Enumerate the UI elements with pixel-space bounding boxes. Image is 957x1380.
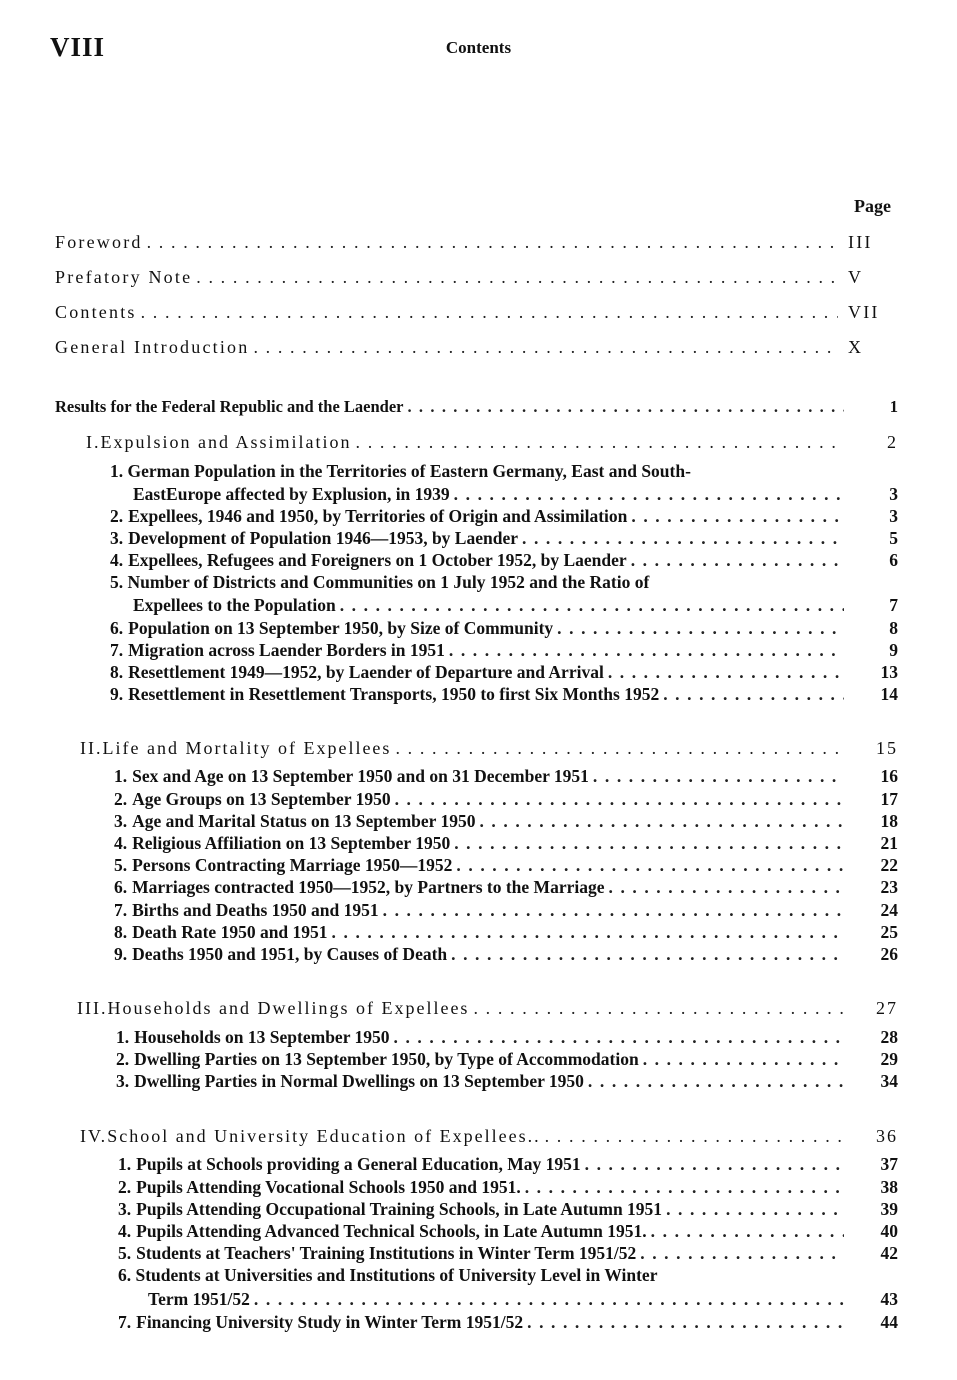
toc-item[interactable] [114,900,898,921]
item-title: Students at Teachers' Training Institutions in Winter Term 1951/52 [136,1243,637,1263]
leader-dots [147,232,838,253]
toc-item-continuation[interactable] [148,1289,898,1310]
leader-dots [395,789,844,810]
item-page: 39 [880,1199,898,1219]
toc-item[interactable] [110,528,898,549]
toc-item[interactable] [118,1177,898,1198]
item-title: Births and Deaths 1950 and 1951 [132,900,379,920]
item-page: 7 [889,595,898,615]
leader-dots [651,1221,844,1242]
section-page: 36 [876,1126,898,1146]
item-page: 9 [889,640,898,660]
toc-section-ii[interactable] [80,738,898,759]
item-page: 3 [889,484,898,504]
toc-section-i[interactable] [86,432,898,453]
toc-entry-foreword[interactable] [55,232,898,253]
toc-section-iii[interactable] [77,998,898,1019]
item-number: 4. [110,550,124,570]
item-title: Number of Districts and Communities on 1 July 1952 and the Ratio of [127,572,650,592]
item-page: 26 [880,944,898,964]
section-roman: I. [86,432,101,452]
item-title: Pupils Attending Vocational Schools 1950 and 1951. [136,1177,521,1197]
item-number: 4. [118,1221,132,1241]
leader-dots [631,506,844,527]
toc-item[interactable] [110,618,898,639]
leader-dots [454,484,844,505]
toc-entry-page: X [848,337,864,357]
toc-item[interactable] [114,811,898,832]
item-number: 6. [114,877,128,897]
item-number: 4. [114,833,128,853]
item-title: Expellees, 1946 and 1950, by Territories of Origin and Assimilation [128,506,628,526]
leader-dots [395,738,844,759]
leader-dots [643,1049,844,1070]
leader-dots [473,998,844,1019]
item-number: 6. [110,618,124,638]
toc-item[interactable] [114,766,898,787]
toc-entry-page: VII [848,302,880,322]
item-page: 8 [889,618,898,638]
leader-dots [196,267,838,288]
leader-dots [609,877,845,898]
section-title: Life and Mortality of Expellees [102,738,392,758]
item-title: Sex and Age on 13 September 1950 and on 31 December 1951 [132,766,589,786]
section-page: 15 [876,738,898,758]
leader-dots [456,855,844,876]
toc-results-heading[interactable] [55,397,898,417]
toc-entry-page: V [848,267,864,287]
section-roman: III. [77,998,108,1018]
section-page: 27 [876,998,898,1018]
leader-dots [332,922,844,943]
leader-dots [356,432,844,453]
toc-item[interactable] [116,1027,898,1048]
toc-item[interactable] [118,1199,898,1220]
leader-dots [545,1126,844,1147]
leader-dots [253,337,838,358]
item-page: 17 [880,789,898,809]
item-page: 40 [880,1221,898,1241]
toc-item[interactable] [114,922,898,943]
section-roman: IV. [80,1126,108,1146]
item-number: 3. [118,1199,132,1219]
item-number: 7. [118,1312,132,1332]
item-number: 7. [110,640,124,660]
toc-entry-title: Results for the Federal Republic and the Laender [55,397,404,416]
item-page: 34 [880,1071,898,1091]
item-title-line2: Expellees to the Population [133,595,336,615]
item-number: 3. [116,1071,130,1091]
item-page: 25 [880,922,898,942]
item-number: 9. [110,684,124,704]
toc-item[interactable] [110,550,898,571]
item-page: 16 [880,766,898,786]
item-title: Development of Population 1946—1953, by Laender [128,528,518,548]
toc-item[interactable] [110,684,898,705]
section-roman: II. [80,738,103,758]
leader-dots [588,1071,844,1092]
item-title: Migration across Laender Borders in 1951 [128,640,445,660]
item-number: 8. [110,662,124,682]
leader-dots [449,640,844,661]
toc-item[interactable] [118,1265,657,1286]
item-page: 5 [889,528,898,548]
item-title: Financing University Study in Winter Term 1951/52 [136,1312,524,1332]
page-header [0,0,957,80]
item-page: 23 [880,877,898,897]
item-title-line2: Term 1951/52 [148,1289,250,1309]
item-title: Deaths 1950 and 1951, by Causes of Death [132,944,448,964]
item-title: Resettlement in Resettlement Transports, 1950 to first Six Months 1952 [128,684,660,704]
leader-dots [141,302,838,323]
leader-dots [451,944,844,965]
item-page: 3 [889,506,898,526]
toc-item-continuation[interactable] [133,484,898,505]
toc-item[interactable] [110,662,898,683]
section-page: 2 [887,432,898,452]
toc-item[interactable] [110,572,649,593]
item-number: 3. [114,811,128,831]
toc-item[interactable] [110,640,898,661]
item-number: 9. [114,944,128,964]
item-number: 5. [114,855,128,875]
item-number: 2. [118,1177,132,1197]
leader-dots [631,550,844,571]
item-page: 28 [880,1027,898,1047]
leader-dots [383,900,844,921]
section-title: Households and Dwellings of Expellees [107,998,470,1018]
item-page: 22 [880,855,898,875]
item-page: 14 [880,684,898,704]
toc-entry-title: Foreword [55,232,143,252]
leader-dots [640,1243,844,1264]
leader-dots [585,1154,844,1175]
item-title: Households on 13 September 1950 [134,1027,390,1047]
item-page: 13 [880,662,898,682]
toc-entry-prefatory-note[interactable] [55,267,898,288]
leader-dots [527,1312,844,1333]
item-title: Expellees, Refugees and Foreigners on 1 October 1952, by Laender [128,550,627,570]
leader-dots [608,662,844,683]
item-number: 3. [110,528,124,548]
item-title: Students at Universities and Institutions of University Level in Winter [135,1265,658,1285]
section-title: School and University Education of Expellees.. [107,1126,541,1146]
item-number: 1. [114,766,128,786]
item-number: 5. [118,1243,132,1263]
item-number: 1. [118,1154,132,1174]
item-title: Marriages contracted 1950—1952, by Partners to the Marriage [132,877,605,897]
toc-item[interactable] [110,461,691,482]
item-number: 8. [114,922,128,942]
leader-dots [479,811,844,832]
item-number: 2. [116,1049,130,1069]
item-title: Religious Affiliation on 13 September 1950 [132,833,451,853]
toc-item[interactable] [118,1312,898,1333]
running-title: Contents [445,38,512,57]
toc-item[interactable] [116,1071,898,1092]
toc-item[interactable] [114,944,898,965]
item-title: Age and Marital Status on 13 September 1950 [132,811,476,831]
item-page: 29 [880,1049,898,1069]
toc-entry-title: Prefatory Note [55,267,193,287]
toc-entry-title: General Introduction [55,337,250,357]
item-number: 5. [110,572,124,592]
leader-dots [340,595,844,616]
toc-section-iv[interactable] [80,1126,898,1147]
item-number: 1. [110,461,124,481]
item-number: 6. [118,1265,132,1285]
toc-entry-contents[interactable] [55,302,898,323]
section-title: Expulsion and Assimilation [100,432,352,452]
leader-dots [525,1177,844,1198]
item-page: 24 [880,900,898,920]
item-title: Pupils at Schools providing a General Education, May 1951 [136,1154,581,1174]
item-title: Death Rate 1950 and 1951 [132,922,328,942]
leader-dots [557,618,844,639]
toc-item[interactable] [110,506,898,527]
item-page: 6 [889,550,898,570]
page-column-label: Page [854,196,891,216]
item-title-line2: EastEurope affected by Explusion, in 1939 [133,484,450,504]
toc-item[interactable] [116,1049,898,1070]
leader-dots [407,397,844,417]
toc-item[interactable] [118,1243,898,1264]
toc-item-continuation[interactable] [133,595,898,616]
leader-dots [394,1027,844,1048]
leader-dots [593,766,844,787]
item-number: 2. [110,506,124,526]
item-title: Dwelling Parties in Normal Dwellings on 13 September 1950 [134,1071,584,1091]
item-title: Persons Contracting Marriage 1950—1952 [132,855,453,875]
item-title: Resettlement 1949—1952, by Laender of Departure and Arrival [128,662,604,682]
toc-item[interactable] [114,789,898,810]
item-number: 2. [114,789,128,809]
item-title: Age Groups on 13 September 1950 [132,789,391,809]
item-page: 38 [880,1177,898,1197]
item-page: 43 [880,1289,898,1309]
toc-item[interactable] [118,1221,898,1242]
item-page: 44 [880,1312,898,1332]
toc-item[interactable] [114,833,898,854]
leader-dots [663,684,844,705]
item-number: 1. [116,1027,130,1047]
leader-dots [522,528,844,549]
leader-dots [254,1289,844,1310]
toc-entry-title: Contents [55,302,137,322]
toc-entry-page: III [848,232,873,252]
item-page: 42 [880,1243,898,1263]
item-page: 21 [880,833,898,853]
toc-entry-general-introduction[interactable] [55,337,898,358]
item-number: 7. [114,900,128,920]
item-title: German Population in the Territories of Eastern Germany, East and South- [127,461,691,481]
item-title: Population on 13 September 1950, by Size of Community [128,618,554,638]
page-number: VIII [50,32,106,62]
toc-item[interactable] [114,877,898,898]
toc-item[interactable] [114,855,898,876]
toc-item[interactable] [118,1154,898,1175]
leader-dots [454,833,844,854]
item-page: 37 [880,1154,898,1174]
item-title: Dwelling Parties on 13 September 1950, by Type of Accommodation [134,1049,639,1069]
item-page: 18 [880,811,898,831]
leader-dots [666,1199,844,1220]
toc-entry-page: 1 [889,397,898,416]
item-title: Pupils Attending Advanced Technical Schools, in Late Autumn 1951. [136,1221,647,1241]
item-title: Pupils Attending Occupational Training Schools, in Late Autumn 1951 [136,1199,663,1219]
